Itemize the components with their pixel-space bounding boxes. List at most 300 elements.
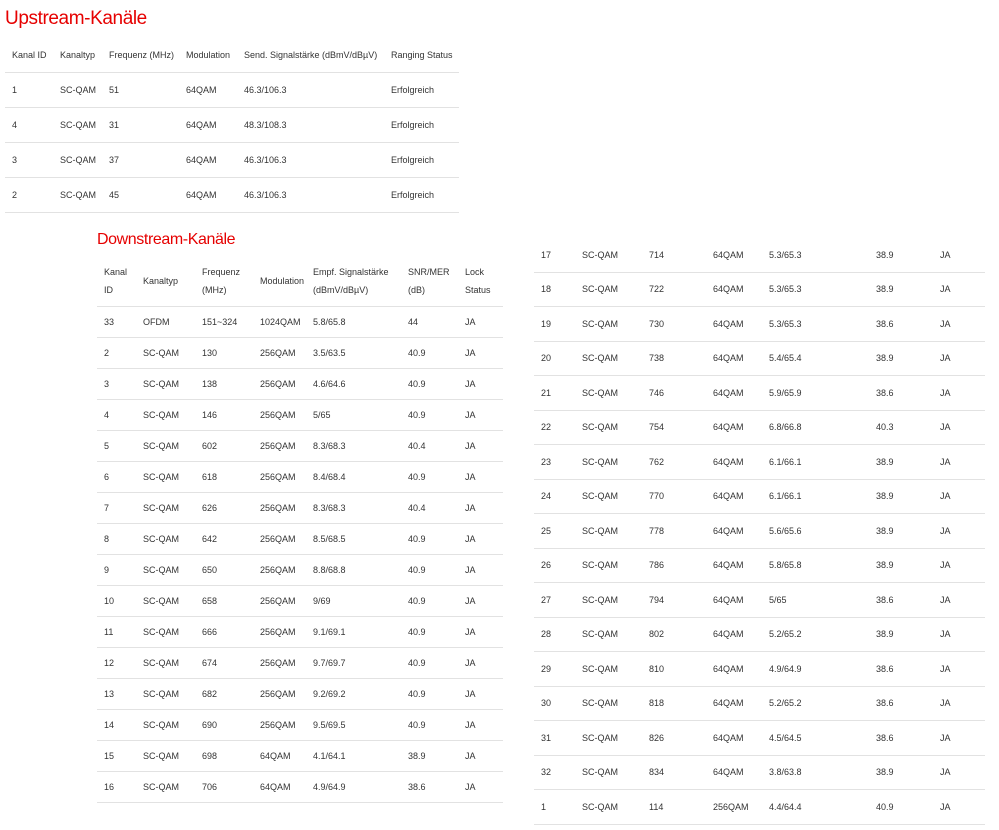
- cell-lock-status: JA: [933, 548, 985, 583]
- downstream-header-row: [97, 256, 503, 307]
- cell-snr-mer: 38.9: [869, 272, 933, 307]
- cell-kanal-id: 5: [97, 431, 136, 462]
- cell-kanal-id: 7: [97, 493, 136, 524]
- cell-kanal-id: 15: [97, 741, 136, 772]
- cell-kanaltyp: SC-QAM: [136, 338, 195, 369]
- cell-modulation: 64QAM: [706, 479, 762, 514]
- cell-modulation: 256QAM: [253, 431, 306, 462]
- cell-lock-status: JA: [458, 555, 503, 586]
- cell-kanal-id: 29: [534, 652, 575, 687]
- cell-frequenz: 810: [642, 652, 706, 687]
- cell-signalstaerke: 8.8/68.8: [306, 555, 401, 586]
- cell-signalstaerke: 5.6/65.6: [762, 514, 869, 549]
- cell-kanaltyp: SC-QAM: [575, 617, 642, 652]
- cell-snr-mer: 40.9: [401, 710, 458, 741]
- cell-kanaltyp: SC-QAM: [136, 710, 195, 741]
- table-row: [97, 741, 503, 772]
- col-header-frequenz: Frequenz (MHz): [102, 38, 179, 73]
- cell-modulation: 256QAM: [253, 710, 306, 741]
- cell-snr-mer: 40.9: [401, 524, 458, 555]
- cell-lock-status: JA: [458, 741, 503, 772]
- cell-kanal-id: 3: [5, 143, 53, 178]
- cell-snr-mer: 38.9: [869, 548, 933, 583]
- cell-kanaltyp: OFDM: [136, 307, 195, 338]
- cell-kanal-id: 9: [97, 555, 136, 586]
- cell-kanaltyp: SC-QAM: [136, 431, 195, 462]
- cell-lock-status: JA: [933, 755, 985, 790]
- cell-modulation: 256QAM: [706, 790, 762, 825]
- cell-modulation: 256QAM: [253, 524, 306, 555]
- cell-frequenz: 658: [195, 586, 253, 617]
- cell-kanaltyp: SC-QAM: [575, 686, 642, 721]
- cell-kanal-id: 14: [97, 710, 136, 741]
- col-header-ranging-status: Ranging Status: [384, 38, 459, 73]
- cell-snr-mer: 40.9: [401, 648, 458, 679]
- cell-kanaltyp: SC-QAM: [53, 108, 102, 143]
- cell-kanaltyp: SC-QAM: [136, 586, 195, 617]
- col-header-kanaltyp: Kanaltyp: [136, 256, 195, 307]
- cell-modulation: 64QAM: [253, 772, 306, 803]
- cell-frequenz: 666: [195, 617, 253, 648]
- cell-lock-status: JA: [458, 307, 503, 338]
- cell-modulation: 64QAM: [706, 410, 762, 445]
- cell-modulation: 64QAM: [179, 73, 237, 108]
- cell-lock-status: JA: [458, 338, 503, 369]
- cell-snr-mer: 38.6: [869, 307, 933, 342]
- cell-lock-status: JA: [933, 652, 985, 687]
- cell-snr-mer: 38.6: [869, 686, 933, 721]
- cell-frequenz: 31: [102, 108, 179, 143]
- cell-modulation: 64QAM: [706, 514, 762, 549]
- cell-modulation: 64QAM: [706, 652, 762, 687]
- cell-kanal-id: 13: [97, 679, 136, 710]
- cell-modulation: 64QAM: [706, 686, 762, 721]
- cell-kanal-id: 12: [97, 648, 136, 679]
- cell-lock-status: JA: [933, 341, 985, 376]
- cell-frequenz: 698: [195, 741, 253, 772]
- cell-signalstaerke: 4.5/64.5: [762, 721, 869, 756]
- cell-signalstaerke: 8.5/68.5: [306, 524, 401, 555]
- table-row: [97, 431, 503, 462]
- cell-frequenz: 114: [642, 790, 706, 825]
- cell-modulation: 64QAM: [179, 108, 237, 143]
- cell-lock-status: JA: [933, 376, 985, 411]
- cell-signalstaerke: 6.8/66.8: [762, 410, 869, 445]
- cell-frequenz: 738: [642, 341, 706, 376]
- cell-signalstaerke: 4.4/64.4: [762, 790, 869, 825]
- cell-modulation: 256QAM: [253, 338, 306, 369]
- cell-kanal-id: 2: [5, 178, 53, 213]
- cell-kanaltyp: SC-QAM: [575, 238, 642, 272]
- cell-signalstaerke: 5.8/65.8: [762, 548, 869, 583]
- table-row: [97, 648, 503, 679]
- cell-snr-mer: 38.9: [869, 341, 933, 376]
- cell-snr-mer: 40.4: [401, 431, 458, 462]
- cell-kanal-id: 28: [534, 617, 575, 652]
- table-row: [534, 755, 985, 790]
- cell-frequenz: 682: [195, 679, 253, 710]
- cell-kanaltyp: SC-QAM: [575, 307, 642, 342]
- downstream-table-left: [97, 256, 503, 803]
- cell-frequenz: 754: [642, 410, 706, 445]
- cell-frequenz: 746: [642, 376, 706, 411]
- cell-lock-status: JA: [933, 272, 985, 307]
- cell-frequenz: 834: [642, 755, 706, 790]
- table-row: [534, 445, 985, 480]
- cell-modulation: 64QAM: [179, 178, 237, 213]
- cell-frequenz: 706: [195, 772, 253, 803]
- table-row: [5, 73, 459, 108]
- cell-frequenz: 45: [102, 178, 179, 213]
- table-row: [97, 555, 503, 586]
- cell-modulation: 256QAM: [253, 369, 306, 400]
- table-row: [97, 524, 503, 555]
- cell-signalstaerke: 8.3/68.3: [306, 493, 401, 524]
- cell-kanaltyp: SC-QAM: [575, 445, 642, 480]
- cell-snr-mer: 40.9: [401, 586, 458, 617]
- cell-signalstaerke: 9/69: [306, 586, 401, 617]
- cell-kanaltyp: SC-QAM: [136, 369, 195, 400]
- cell-modulation: 256QAM: [253, 555, 306, 586]
- cell-frequenz: 826: [642, 721, 706, 756]
- cell-frequenz: 722: [642, 272, 706, 307]
- cell-kanaltyp: SC-QAM: [136, 462, 195, 493]
- cell-lock-status: JA: [933, 617, 985, 652]
- cell-lock-status: JA: [933, 686, 985, 721]
- cell-modulation: 64QAM: [706, 341, 762, 376]
- cell-signalstaerke: 5/65: [762, 583, 869, 618]
- cell-kanaltyp: SC-QAM: [575, 548, 642, 583]
- cell-ranging-status: Erfolgreich: [384, 108, 459, 143]
- table-row: [534, 410, 985, 445]
- cell-kanaltyp: SC-QAM: [136, 772, 195, 803]
- cell-modulation: 64QAM: [706, 272, 762, 307]
- table-row: [97, 400, 503, 431]
- cell-lock-status: JA: [933, 445, 985, 480]
- cell-frequenz: 51: [102, 73, 179, 108]
- cell-kanal-id: 17: [534, 238, 575, 272]
- cell-ranging-status: Erfolgreich: [384, 178, 459, 213]
- cell-lock-status: JA: [458, 710, 503, 741]
- cell-kanaltyp: SC-QAM: [136, 617, 195, 648]
- cell-modulation: 256QAM: [253, 400, 306, 431]
- cell-signalstaerke: 46.3/106.3: [237, 73, 384, 108]
- cell-kanal-id: 33: [97, 307, 136, 338]
- cell-signalstaerke: 5/65: [306, 400, 401, 431]
- col-header-modulation: Modulation: [253, 256, 306, 307]
- cell-signalstaerke: 9.1/69.1: [306, 617, 401, 648]
- cell-kanal-id: 1: [534, 790, 575, 825]
- cell-kanal-id: 3: [97, 369, 136, 400]
- cell-kanaltyp: SC-QAM: [575, 341, 642, 376]
- downstream-title: Downstream-Kanäle: [97, 231, 236, 248]
- col-header-lock-status: Lock Status: [458, 256, 503, 307]
- cell-lock-status: JA: [458, 524, 503, 555]
- cell-lock-status: JA: [458, 679, 503, 710]
- cell-kanaltyp: SC-QAM: [136, 555, 195, 586]
- cell-frequenz: 674: [195, 648, 253, 679]
- cell-modulation: 64QAM: [253, 741, 306, 772]
- cell-snr-mer: 40.9: [869, 790, 933, 825]
- cell-modulation: 64QAM: [706, 617, 762, 652]
- cell-signalstaerke: 9.7/69.7: [306, 648, 401, 679]
- cell-modulation: 64QAM: [179, 143, 237, 178]
- cell-modulation: 256QAM: [253, 586, 306, 617]
- table-row: [534, 790, 985, 825]
- table-row: [534, 341, 985, 376]
- cell-frequenz: 762: [642, 445, 706, 480]
- cell-kanaltyp: SC-QAM: [136, 493, 195, 524]
- table-row: [534, 307, 985, 342]
- table-row: [97, 586, 503, 617]
- cell-kanal-id: 24: [534, 479, 575, 514]
- cell-snr-mer: 38.6: [869, 721, 933, 756]
- cell-snr-mer: 44: [401, 307, 458, 338]
- table-row: [97, 462, 503, 493]
- table-row: [534, 238, 985, 272]
- table-row: [534, 479, 985, 514]
- cell-kanaltyp: SC-QAM: [53, 73, 102, 108]
- table-row: [5, 108, 459, 143]
- cell-snr-mer: 40.9: [401, 617, 458, 648]
- table-row: [534, 272, 985, 307]
- cell-modulation: 256QAM: [253, 617, 306, 648]
- cell-lock-status: JA: [458, 400, 503, 431]
- cell-modulation: 256QAM: [253, 648, 306, 679]
- cell-lock-status: JA: [933, 410, 985, 445]
- col-header-kanaltyp: Kanaltyp: [53, 38, 102, 73]
- cell-modulation: 64QAM: [706, 238, 762, 272]
- cell-modulation: 64QAM: [706, 755, 762, 790]
- cell-kanaltyp: SC-QAM: [575, 721, 642, 756]
- cell-snr-mer: 38.9: [869, 617, 933, 652]
- cell-frequenz: 802: [642, 617, 706, 652]
- upstream-header-row: [5, 38, 459, 73]
- cell-frequenz: 642: [195, 524, 253, 555]
- cell-signalstaerke: 8.4/68.4: [306, 462, 401, 493]
- cell-signalstaerke: 5.8/65.8: [306, 307, 401, 338]
- cell-kanaltyp: SC-QAM: [136, 741, 195, 772]
- table-row: [97, 338, 503, 369]
- cell-lock-status: JA: [933, 514, 985, 549]
- cell-kanal-id: 8: [97, 524, 136, 555]
- cell-snr-mer: 40.9: [401, 555, 458, 586]
- cell-signalstaerke: 5.2/65.2: [762, 686, 869, 721]
- cell-kanal-id: 11: [97, 617, 136, 648]
- cell-frequenz: 690: [195, 710, 253, 741]
- cell-snr-mer: 38.6: [401, 772, 458, 803]
- cell-snr-mer: 40.9: [401, 369, 458, 400]
- cell-kanaltyp: SC-QAM: [575, 479, 642, 514]
- cell-kanaltyp: SC-QAM: [575, 376, 642, 411]
- cell-frequenz: 794: [642, 583, 706, 618]
- cell-snr-mer: 38.9: [401, 741, 458, 772]
- cell-lock-status: JA: [933, 790, 985, 825]
- cell-snr-mer: 40.9: [401, 338, 458, 369]
- table-row: [97, 369, 503, 400]
- cell-kanal-id: 10: [97, 586, 136, 617]
- cell-signalstaerke: 46.3/106.3: [237, 143, 384, 178]
- cell-frequenz: 778: [642, 514, 706, 549]
- downstream-table-right: [534, 238, 985, 825]
- cell-modulation: 64QAM: [706, 445, 762, 480]
- table-row: [534, 617, 985, 652]
- cell-kanal-id: 26: [534, 548, 575, 583]
- cell-kanaltyp: SC-QAM: [575, 410, 642, 445]
- table-row: [534, 376, 985, 411]
- cell-signalstaerke: 4.6/64.6: [306, 369, 401, 400]
- cell-kanal-id: 1: [5, 73, 53, 108]
- cell-signalstaerke: 48.3/108.3: [237, 108, 384, 143]
- cell-kanal-id: 4: [97, 400, 136, 431]
- cell-frequenz: 714: [642, 238, 706, 272]
- cell-snr-mer: 40.4: [401, 493, 458, 524]
- table-row: [97, 307, 503, 338]
- cell-signalstaerke: 5.9/65.9: [762, 376, 869, 411]
- cell-snr-mer: 38.9: [869, 238, 933, 272]
- cell-kanaltyp: SC-QAM: [575, 514, 642, 549]
- cell-kanal-id: 23: [534, 445, 575, 480]
- cell-lock-status: JA: [933, 238, 985, 272]
- cell-kanal-id: 31: [534, 721, 575, 756]
- cell-frequenz: 626: [195, 493, 253, 524]
- cell-modulation: 64QAM: [706, 376, 762, 411]
- cell-snr-mer: 38.9: [869, 479, 933, 514]
- cell-kanaltyp: SC-QAM: [575, 652, 642, 687]
- table-row: [534, 652, 985, 687]
- cell-signalstaerke: 5.3/65.3: [762, 272, 869, 307]
- cell-snr-mer: 40.9: [401, 462, 458, 493]
- cell-kanaltyp: SC-QAM: [53, 143, 102, 178]
- cell-kanal-id: 18: [534, 272, 575, 307]
- cell-modulation: 256QAM: [253, 462, 306, 493]
- cell-kanaltyp: SC-QAM: [575, 790, 642, 825]
- cell-frequenz: 650: [195, 555, 253, 586]
- table-row: [534, 721, 985, 756]
- cell-kanal-id: 25: [534, 514, 575, 549]
- cell-lock-status: JA: [458, 772, 503, 803]
- col-header-frequenz: Frequenz (MHz): [195, 256, 253, 307]
- cell-snr-mer: 38.9: [869, 445, 933, 480]
- cell-kanal-id: 20: [534, 341, 575, 376]
- cell-snr-mer: 38.6: [869, 652, 933, 687]
- cell-signalstaerke: 3.5/63.5: [306, 338, 401, 369]
- cell-kanaltyp: SC-QAM: [136, 648, 195, 679]
- cell-frequenz: 37: [102, 143, 179, 178]
- cell-modulation: 64QAM: [706, 721, 762, 756]
- cell-kanal-id: 6: [97, 462, 136, 493]
- cell-kanal-id: 21: [534, 376, 575, 411]
- cell-modulation: 256QAM: [253, 679, 306, 710]
- cell-lock-status: JA: [933, 583, 985, 618]
- cell-snr-mer: 40.9: [401, 400, 458, 431]
- cell-kanaltyp: SC-QAM: [136, 679, 195, 710]
- cell-kanaltyp: SC-QAM: [575, 583, 642, 618]
- cell-lock-status: JA: [458, 648, 503, 679]
- cell-signalstaerke: 6.1/66.1: [762, 479, 869, 514]
- cell-signalstaerke: 4.9/64.9: [306, 772, 401, 803]
- cell-lock-status: JA: [933, 307, 985, 342]
- cell-lock-status: JA: [933, 479, 985, 514]
- cell-snr-mer: 38.9: [869, 755, 933, 790]
- col-header-modulation: Modulation: [179, 38, 237, 73]
- cell-modulation: 64QAM: [706, 548, 762, 583]
- cell-frequenz: 618: [195, 462, 253, 493]
- table-row: [97, 710, 503, 741]
- cell-snr-mer: 40.3: [869, 410, 933, 445]
- table-row: [5, 143, 459, 178]
- cell-kanaltyp: SC-QAM: [136, 524, 195, 555]
- cell-signalstaerke: 5.4/65.4: [762, 341, 869, 376]
- table-row: [534, 548, 985, 583]
- cell-kanal-id: 2: [97, 338, 136, 369]
- cell-lock-status: JA: [458, 431, 503, 462]
- cell-lock-status: JA: [458, 462, 503, 493]
- cell-lock-status: JA: [458, 586, 503, 617]
- cell-modulation: 256QAM: [253, 493, 306, 524]
- cell-signalstaerke: 6.1/66.1: [762, 445, 869, 480]
- col-header-kanal-id: Kanal ID: [5, 38, 53, 73]
- cell-snr-mer: 40.9: [401, 679, 458, 710]
- cell-kanaltyp: SC-QAM: [53, 178, 102, 213]
- cell-kanaltyp: SC-QAM: [136, 400, 195, 431]
- cell-lock-status: JA: [933, 721, 985, 756]
- upstream-table: [5, 38, 459, 213]
- cell-kanal-id: 4: [5, 108, 53, 143]
- cell-kanal-id: 32: [534, 755, 575, 790]
- cell-kanal-id: 19: [534, 307, 575, 342]
- cell-kanaltyp: SC-QAM: [575, 272, 642, 307]
- cell-lock-status: JA: [458, 493, 503, 524]
- cell-ranging-status: Erfolgreich: [384, 143, 459, 178]
- table-row: [534, 514, 985, 549]
- cell-kanal-id: 16: [97, 772, 136, 803]
- cell-kanal-id: 27: [534, 583, 575, 618]
- col-header-signalstaerke: Empf. Signalstärke (dBmV/dBµV): [306, 256, 401, 307]
- col-header-snr-mer: SNR/MER (dB): [401, 256, 458, 307]
- table-row: [5, 178, 459, 213]
- table-row: [534, 686, 985, 721]
- col-header-signalstaerke: Send. Signalstärke (dBmV/dBµV): [237, 38, 384, 73]
- cell-signalstaerke: 9.2/69.2: [306, 679, 401, 710]
- upstream-title: Upstream-Kanäle: [5, 8, 147, 29]
- cell-frequenz: 786: [642, 548, 706, 583]
- cell-frequenz: 130: [195, 338, 253, 369]
- table-row: [534, 583, 985, 618]
- cell-signalstaerke: 8.3/68.3: [306, 431, 401, 462]
- cell-ranging-status: Erfolgreich: [384, 73, 459, 108]
- cell-signalstaerke: 5.2/65.2: [762, 617, 869, 652]
- cell-frequenz: 151~324: [195, 307, 253, 338]
- cell-frequenz: 818: [642, 686, 706, 721]
- table-row: [97, 679, 503, 710]
- cell-frequenz: 730: [642, 307, 706, 342]
- cell-snr-mer: 38.6: [869, 583, 933, 618]
- cell-kanal-id: 22: [534, 410, 575, 445]
- cell-frequenz: 770: [642, 479, 706, 514]
- cell-signalstaerke: 4.9/64.9: [762, 652, 869, 687]
- cell-snr-mer: 38.9: [869, 514, 933, 549]
- cell-kanal-id: 30: [534, 686, 575, 721]
- cell-snr-mer: 38.6: [869, 376, 933, 411]
- cell-signalstaerke: 46.3/106.3: [237, 178, 384, 213]
- cell-modulation: 1024QAM: [253, 307, 306, 338]
- cell-frequenz: 138: [195, 369, 253, 400]
- cell-signalstaerke: 5.3/65.3: [762, 238, 869, 272]
- table-row: [97, 493, 503, 524]
- cell-modulation: 64QAM: [706, 307, 762, 342]
- col-header-kanal-id: Kanal ID: [97, 256, 136, 307]
